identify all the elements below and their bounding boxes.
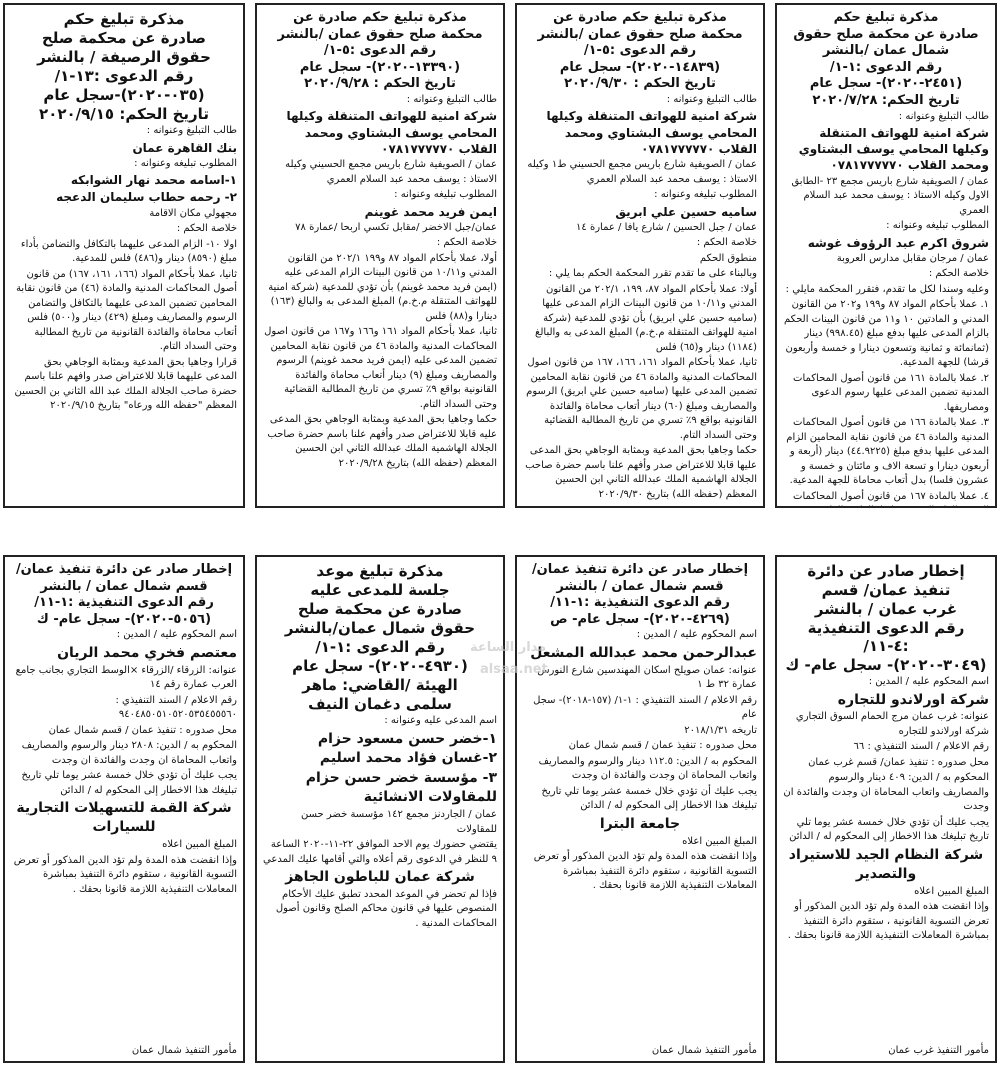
ruling-item-3: ٣. عملا بالمادة ١٦٦ من قانون أصول المحاكمات المدنية والمادة ٤٦ من قانون نقابة المحامين الزام المدعى عليها بدفع مبلغ (٤٤.٩٢٢٥) دينار (أربعة و أربعون دينارا و تسعة الاف و مائتان و خمسة و عشرون فلسا) بدل أتعاب محاماة للجهة المدعية. (786, 417, 989, 487)
ruling-closing: قرارا وجاهيا بحق المدعية وبمثابة الوجاهي بحق المدعى عليهما قابلا للاعتراض صدر وافهم علنا باسم حضرة صاحب الجلالة الملك عبد الله الثاني بن الحسين المعظم "حفظه الله ورعاه" بتاريخ ٢٠٢٠/٩/١٥ (14, 356, 237, 412)
notified-name-1: ١-اسامه محمد نهار الشوابكه (70, 173, 237, 188)
debtor-name: عبدالرحمن محمد عبدالله المشعل (530, 644, 757, 661)
label-summary: خلاصة الحكم : (696, 237, 757, 249)
execution-document: رقم الاعلام / السند التنفيذي : ٩٤٠٤٨٥٠٥١٠٥٢٠٥٣٥٤٥٥٥٦٠ (115, 694, 237, 721)
issue-place: محل صدوره : تنفيذ عمان / قسم شمال عمان (48, 724, 237, 736)
ruling-first: أولا: عملا بأحكام المواد ٨٧، ١٩٩، ٢٠٢/١ من القانون المدني و١٠/١١ من قانون البينات الزام المدعى عليها (ساميه حسين علي ابريق) بأن تؤدي للمدعية (شركة امنية للهواتف المتنقلة م.خ.م) المبلغ المدعى به والبالغ (١١٨٤) دينار و(٦٥) فلس (535, 283, 757, 353)
ruling-second: ثانيا، عملا بأحكام المواد ١٦١، ١٦٦، ١٦٧ من قانون اصول المحاكمات المدنية والمادة ٤٦ من قانون نقابة المحامين تضمين المدعى عليها (ساميه حسين علي ابريق) الرسوم والمصاريف ومبلغ (٦٠) دينار أتعاب محاماة والفائدة القانونية بواقع ٩٪ تسري من تاريخ المطالبة القضائية وحتى السداد التام. (526, 357, 757, 441)
creditor-name: جامعة البترا (599, 815, 681, 832)
execution-document: رقم الاعلام / السند التنفيذي : ٦٦ (853, 741, 989, 753)
signature: مأمور التنفيذ غرب عمان (888, 1045, 989, 1056)
ruling-closing: حكما وجاهيا بحق المدعية وبمثابة الوجاهي بحق المدعى عليه قابلا للاعتراض صدر وأفهم علنا باسم حضرة صاحب الجلالة الهاشمية الملك عبدالله الثاني ابن الحسين المعظم (حفظه الله) بتاريخ ٢٠٢٠/٩/٢٨ (267, 414, 497, 469)
document-date: تاريخه ٢٠١٨/١/٣١ (684, 724, 757, 736)
plaintiff-name: شركة عمان للباطون الجاهز (285, 869, 475, 886)
label-requester: طالب التبليغ وعنوانه : (406, 93, 497, 105)
defendant-address: عمان / الجاردنز مجمع ١٤٢ مؤسسة خضر حسن للمقاولات (301, 809, 497, 835)
watermark-arabic: مدار الساعة (470, 640, 547, 655)
defendant-3: ٣- مؤسسة خضر حسن حزام للمقاولات الانشائية (305, 770, 497, 806)
defendant-1: ١-خضر حسن مسعود حزام (317, 730, 497, 747)
notified-name: شروق اكرم عبد الرؤوف غوشه (807, 235, 989, 250)
amount-note: المبلغ المبين اعلاه (682, 835, 757, 847)
requester-name: شركة امنية للهواتف المتنقلة وكيلها المحامي يوسف البشتاوي ومحمد القلاب ٠٧٨١٧٧٧٧٧٠ (798, 126, 989, 173)
notice-title: مذكرة تبليغ موعد جلسة للمدعى عليه صادرة عن محكمة صلح حقوق شمال عمان/بالنشر رقم الدعوى :١-١/ (٤٩٣٠-٢٠٢٠)- سجل عام الهيئة /القاضي: ماهر سلمى دغمان النيف (284, 562, 476, 713)
label-summary: خلاصة الحكم : (176, 223, 237, 235)
label-debtor: اسم المحكوم عليه / المدين : (636, 629, 757, 641)
unknown-residence: مجهولي مكان الاقامة (149, 207, 237, 219)
label-debtor: اسم المحكوم عليه / المدين : (116, 629, 237, 641)
payment-demand: يجب عليك أن تؤدي خلال خمسة عشر يوما تلي تاريخ تبليغك هذا الاخطار إلى المحكوم له / الدائن (21, 770, 237, 796)
notice-title: مذكرة تبليغ حكم صادرة عن محكمة صلح حقوق عمان /بالنشر رقم الدعوى :٥-١/ (١٣٣٩٠-٢٠٢٠)- سجل عام تاريخ الحكم : ٢٠٢٠/٩/٢٨ (277, 10, 483, 92)
amount-note: المبلغ المبين اعلاه (914, 885, 989, 897)
requester-address: عمان / الصويفية شارع باريس مجمع الحسيني ط١ وكيله الاستاذ : يوسف محمد عبد السلام العمري (527, 159, 757, 185)
notice-north-amman-judgment-2451 (775, 3, 997, 508)
hearing-notice-4930 (255, 555, 505, 1063)
notice-rusaifa-judgment (3, 3, 245, 508)
execution-notice-5056 (3, 555, 245, 1063)
requester-name: شركة امنية للهواتف المتنقلة وكيلها المحامي يوسف البشتاوي ومحمد القلاب ٠٧٨١٧٧٧٧٧٠ (286, 109, 497, 156)
enforcement-warning: وإذا انقضت هذه المدة ولم تؤد الدين المذكور أو تعرض التسوية القانونية ، ستقوم دائرة التنفيذ بمباشرة المعاملات التنفيذية اللازمة قانونا بحقك . (787, 901, 989, 942)
ruling-item-2: ٢. عملا بالمادة ١٦١ من قانون أصول المحاكمات المدنية تضمين المدعى عليها رسوم الدعوى ومصاريفها. (793, 372, 989, 413)
notice-title: مذكرة تبليغ حكم صادرة عن محكمة صلح حقوق عمان /بالنشر رقم الدعوى :٥-١/ (١٤٨٣٩-٢٠٢٠)- سجل عام تاريخ الحكم : ٢٠٢٠/٩/٣٠ (537, 10, 743, 92)
label-requester: طالب التبليغ وعنوانه : (146, 125, 237, 136)
label-requester: طالب التبليغ وعنوانه : (898, 110, 989, 122)
requester-name: شركة امنية للهواتف المتنقلة وكيلها المحامي يوسف البشتاوي ومحمد القلاب ٠٧٨١٧٧٧٧٧٠ (546, 109, 757, 156)
absence-warning: فإذا لم تحضر في الموعد المحدد تطبق عليك الأحكام المنصوص عليها في قانون محاكم الصلح وقانون أصول المحاكمات المدنية . (275, 888, 497, 929)
creditor-name: شركة النظام الجيد للاستيراد والتصدير (788, 846, 984, 882)
notice-title: إخطار صادر عن دائرة تنفيذ عمان/ قسم غرب عمان / بالنشر رقم الدعوى التنفيذية :٤-١١/ (٣٠٤٩-٢٠٢٠)- سجل عام- ك (785, 562, 987, 674)
label-requester: طالب التبليغ وعنوانه : (666, 93, 757, 105)
enforcement-warning: وإذا انقضت هذه المدة ولم تؤد الدين المذكور أو تعرض التسوية القانونية ، ستقوم دائرة التنفيذ بمباشرة المعاملات التنفيذية اللازمة قانونا بحقك . (13, 854, 237, 895)
debt-amount: المحكوم به / الدين: ٢٨٠٨ دينار والرسوم والمصاريف واتعاب المحاماة ان وجدت والفائدة ان وجدت (21, 740, 237, 766)
debt-amount: المحكوم به / الدين: ٤٠٩ دينار والرسوم والمصاريف واتعاب المحاماة ان وجدت والفائدة ان وجدت (783, 772, 989, 813)
notice-amman-judgment-13390 (255, 3, 505, 508)
notified-name-2: ٢- رحمه حطاب سليمان الدعجه (56, 190, 237, 205)
notified-address: عمان / جبل الحسين / شارع يافا / عمارة ١٤ (576, 221, 757, 233)
issue-place: محل صدوره : تنفيذ عمان / قسم شمال عمان (568, 740, 757, 752)
enforcement-warning: وإذا انقضت هذه المدة ولم تؤد الدين المذكور أو تعرض التسوية القانونية ، ستقوم دائرة التنفيذ بمباشرة المعاملات التنفيذية اللازمة قانونا بحقك . (533, 851, 757, 892)
label-notified: المطلوب تبليغه وعنوانه : (134, 157, 237, 169)
notice-title: مذكرة تبليغ حكم صادرة عن محكمة صلح حقوق شمال عمان /بالنشر رقم الدعوى :١-١/ (٢٤٥١-٢٠٢٠)- سجل عام تاريخ الحكم: ٢٠٢٠/٧/٢٨ (793, 10, 979, 108)
notified-address: عمان/جبل الاخضر /مقابل تكسي اربحا /عمارة ٧٨ (295, 221, 497, 233)
notified-name: ايمن فريد محمد غوينم (364, 204, 497, 219)
ruling-second: ثانيا، عملا بأحكام المواد (١٦٦، ١٦١، ١٦٧) من قانون أصول المحاكمات المدنية والمادة (٤٦) من قانون نقابة المحامين تضمين المدعى عليهما بالتكافل والتضامن الرسوم والمصاريف ومبلغ (٤٢٩) دينار و(٥٠٠) فلس أتعاب محاماة والفائدة القانونية من تاريخ المطالبة وحتى السداد التام. (16, 268, 237, 353)
requester-name: بنك القاهرة عمان (132, 140, 237, 155)
amount-note: المبلغ المبين اعلاه (162, 839, 237, 851)
debtor-address: عنوانه: عمان صويلح اسكان المهندسين شارع النورس عمارة ٣٢ ط ١ (537, 664, 757, 691)
defendant-2: ٢-غسان فؤاد محمد اسليم (319, 750, 497, 767)
label-defendants: اسم المدعى عليه وعنوانه : (384, 715, 497, 726)
ruling-second: ثانيا، عملا بأحكام المواد ١٦١ و١٦٦ و١٦٧ من قانون اصول المحاكمات المدنية والمادة ٤٦ من قانون نقابة المحامين تضمين المدعى عليه (ايمن فريد محمد غوينم) الرسوم والمصاريف ومبلغ (٩) دينار أتعاب محاماة والفائدة القانونية بواقع ٩٪ تسري من تاريخ المطالبة القضائية وحتى السداد التام. (264, 326, 497, 410)
debtor-name: معتصم فخري محمد الريان (57, 644, 237, 661)
notice-title: إخطار صادر عن دائرة تنفيذ عمان/ قسم شمال عمان / بالنشر رقم الدعوى التنفيذية :١-١١/ (٥٠٥٦-٢٠٢٠)- سجل عام- ك (15, 562, 233, 627)
notified-name: ساميه حسين علي ابريق (615, 204, 757, 219)
notice-amman-judgment-14839 (515, 3, 765, 508)
label-summary: خلاصة الحكم : (928, 268, 989, 280)
ruling-closing: حكما وجاهيا بحق المدعية وبمثابة الوجاهي بحق المدعى عليها قابلا للاعتراض صدر وأفهم علنا باسم حضرة صاحب الجلالة الهاشمية الملك عبدالله الثاني ابن الحسين المعظم (حفظه الله) بتاريخ ٢٠٢٠/٩/٣٠ (525, 445, 757, 500)
ruling-item-4: ٤. عملا بالمادة ١٦٧ من قانون أصول المحاكمات (793, 490, 989, 502)
label-debtor: اسم المحكوم عليه / المدين : (868, 676, 989, 687)
debtor-address: عنوانه: غرب عمان مرج الحمام السوق التجاري شركة اورلاندو للتجاره (795, 711, 989, 737)
requester-address: عمان / الصويفية شارع باريس مجمع الحسيني وكيله الاستاذ : يوسف محمد عبد السلام العمري (285, 159, 497, 185)
label-notified: المطلوب تبليغه وعنوانه : (886, 220, 989, 232)
label-notified: المطلوب تبليغه وعنوانه : (654, 189, 757, 201)
ruling-first: أولا، عملا بأحكام المواد ٨٧ و١٩٩ ٢٠٢/١ من القانون المدني و١٠/١١ من قانون البينات الزام المدعى عليه (ايمن فريد محمد غوينم) بأن تؤدي للمدعية (شركة امنية للهواتف المتنقلة م.خ.م) المبلغ المدعى به والبالغ (١٦٣) دينارا و(٨٨) فلس (268, 252, 497, 322)
notice-title: مذكرة تبليغ حكم صادرة عن محكمة صلح حقوق الرصيفة / بالنشر رقم الدعوى :١٣-١/ (٠٣٥-٢٠٢٠)-سجل عام تاريخ الحكم: ٢٠٢٠/٩/١٥ (37, 10, 211, 123)
execution-notice-3049 (775, 555, 997, 1063)
execution-notice-4269 (515, 555, 765, 1063)
payment-demand: يجب عليك أن تؤدي خلال خمسة عشر يوما تلي تاريخ تبليغك هذا الاخطار إلى المحكوم له / الدائن (541, 785, 757, 812)
debt-amount: المحكوم به / الدين: ١١٢.٥ دينار والرسوم والمصاريف واتعاب المحاماة ان وجدت والفائدة ان وجدت (538, 755, 757, 782)
notice-title: إخطار صادر عن دائرة تنفيذ عمان/ قسم شمال عمان / بالنشر رقم الدعوى التنفيذية :١-١١/ (٤٢٦٩-٢٠٢٠)- سجل عام- ص (531, 562, 749, 627)
ruling-intro: وعليه وسندا لكل ما تقدم، فتقرر المحكمة مايلي : (785, 283, 989, 295)
ruling-item-1: ١. عملا بأحكام المواد ٨٧ و١٩٩ و٢٠٢ من القانون المدني و المادتين ١٠ و١١ من قانون البينات الحكم بالزام المدعى عليها بدفع مبلغ (٩٩٨.٤٥) دينار (ثمانمائة و ثمانية وتسعون دينارا و خمسة وأربعون قرشا) للجهة المدعية. (784, 299, 989, 369)
issue-place: محل صدوره : تنفيذ عمان/ قسم غرب عمان (808, 756, 989, 768)
payment-demand: يجب عليك أن تؤدي خلال خمسة عشر يوما تلي تاريخ تبليغك هذا الاخطار إلى المحكوم له / الدائن (789, 816, 989, 843)
ruling-intro: وبالبناء على ما تقدم تقرر المحكمة الحكم بما يلي : (548, 268, 757, 280)
label-operative: منطوق الحكم (699, 252, 757, 264)
watermark-url: alsaa.net (480, 662, 548, 677)
notified-address: عمان / مرجان مقابل مدارس العروبة (836, 252, 989, 264)
page-separator (0, 510, 1000, 546)
signature: مأمور التنفيذ شمال عمان (651, 1045, 757, 1056)
signature: مأمور التنفيذ شمال عمان (131, 1045, 237, 1056)
debtor-name: شركة اورلاندو للتجاره (837, 691, 989, 708)
ruling-first: اولا ١٠- الزام المدعى عليهما بالتكافل والتضامن بأداء مبلغ (٨٥٩٠) دينار و(٤٨٦) فلس للمدعية. (20, 238, 237, 265)
execution-document: رقم الاعلام / السند التنفيذي : ١-١/ (١٥٧-٢٠١٨)- سجل عام (533, 694, 757, 721)
label-summary: خلاصة الحكم : (436, 237, 497, 249)
debtor-address: عنوانه: الزرقاء /الزرقاء ×الوسط التجاري بجانب جامع العرب عمارة رقم ١٤ (15, 664, 237, 691)
requester-address: عمان / الصويفية شارع باريس مجمع ٢٣ -الطابق الاول وكيله الاستاذ : يوسف محمد عبد السلام العمري (791, 175, 989, 216)
label-notified: المطلوب تبليغه وعنوانه : (394, 189, 497, 201)
hearing-details: يقتضي حضورك يوم الاحد الموافق ٢٢-١١-٢٠٢٠ الساعة ٩ للنظر في الدعوى رقم أعلاه والتي أقامها عليك المدعي (263, 839, 497, 865)
creditor-name: شركة القمة للتسهيلات التجارية للسيارات (16, 800, 232, 836)
